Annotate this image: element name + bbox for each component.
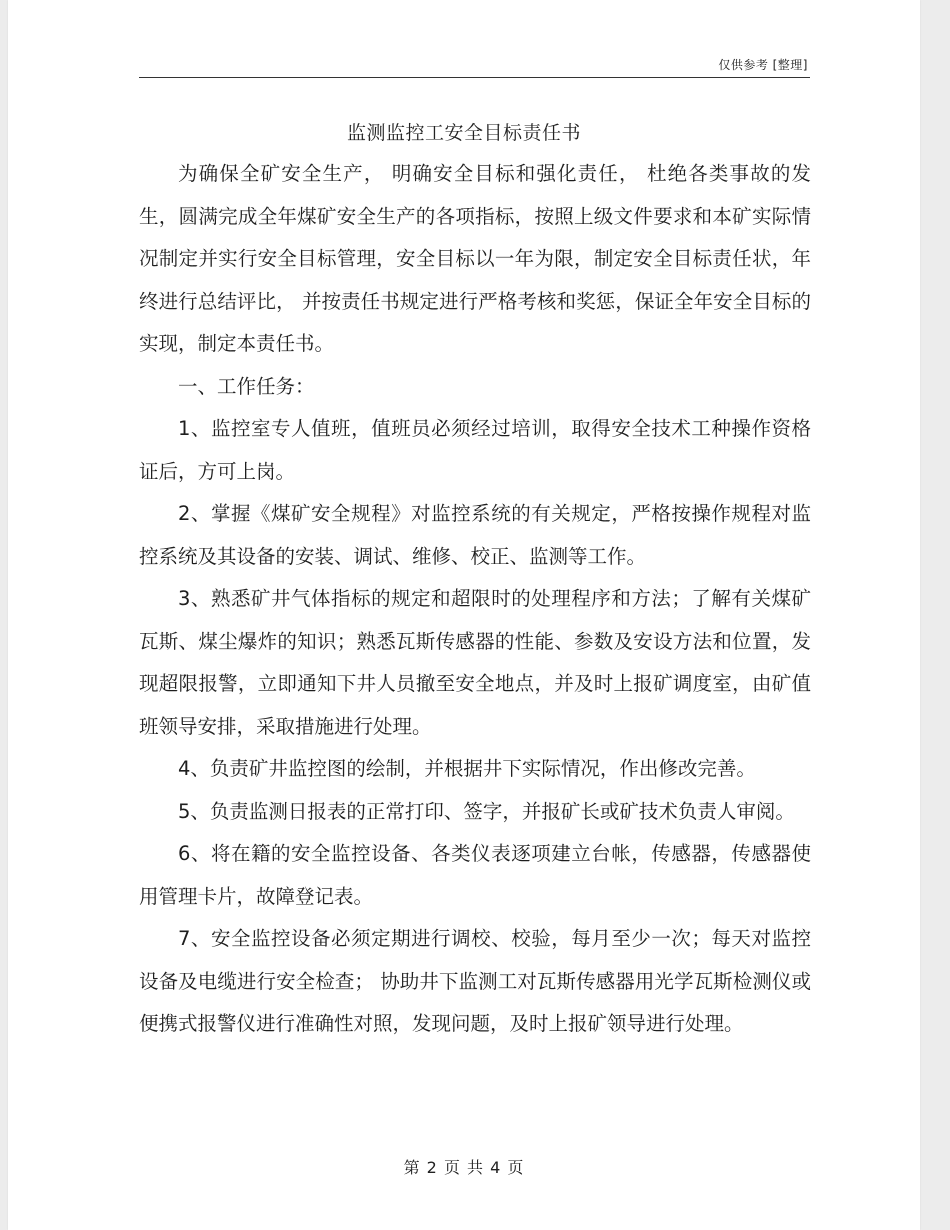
task-item-5: 5、负责监测日报表的正常打印、签字，并报矿长或矿技术负责人审阅。 <box>178 799 795 823</box>
document-page <box>8 0 920 1230</box>
section-heading-work-tasks: 一、工作任务： <box>178 374 315 398</box>
task-item-7: 7、安全监控设备必须定期进行调校、校验，每月至少一次；每天对监控设备及电缆进行安全检查； 协助井下监测工对瓦斯传感器用光学瓦斯检测仪或便携式报警仪进行准确性对照，发现问题，及时上报矿领导进行处理。 <box>139 927 811 1035</box>
task-item-4: 4、负责矿井监控图的绘制，并根据井下实际情况，作出修改完善。 <box>178 757 756 780</box>
header-note: 仅供参考 [整理] <box>718 58 808 72</box>
task-item-2: 2、掌握《煤矿安全规程》对监控系统的有关规定，严格按操作规程对监控系统及其设备的安装、调试、维修、校正、监测等工作。 <box>139 502 811 568</box>
task-item-3: 3、熟悉矿井气体指标的规定和超限时的处理程序和方法；了解有关煤矿瓦斯、煤尘爆炸的知识；熟悉瓦斯传感器的性能、参数及安设方法和位置，发现超限报警，立即通知下井人员撤至安全地点，并及时上报矿调度室，由矿值班领导安排，采取措施进行处理。 <box>139 587 811 738</box>
task-item-6: 6、将在籍的安全监控设备、各类仪表逐项建立台帐，传感器，传感器使用管理卡片，故障登记表。 <box>139 842 811 908</box>
header-divider <box>139 77 810 78</box>
paragraph-intro: 为确保全矿安全生产， 明确安全目标和强化责任， 杜绝各类事故的发生，圆满完成全年煤矿安全生产的各项指标，按照上级文件要求和本矿实际情况制定并实行安全目标管理，安全目标以一年为限，制定安全目标责任状，年终进行总结评比， 并按责任书规定进行严格考核和奖惩，保证全年安全目标的实现，制定本责任书。 <box>139 162 811 355</box>
page-number-footer: 第 2 页 共 4 页 <box>403 1158 525 1177</box>
task-item-1: 1、监控室专人值班，值班员必须经过培训，取得安全技术工种操作资格证后，方可上岗。 <box>139 417 811 483</box>
document-title: 监测监控工安全目标责任书 <box>346 122 581 144</box>
document-body <box>139 153 811 1046</box>
